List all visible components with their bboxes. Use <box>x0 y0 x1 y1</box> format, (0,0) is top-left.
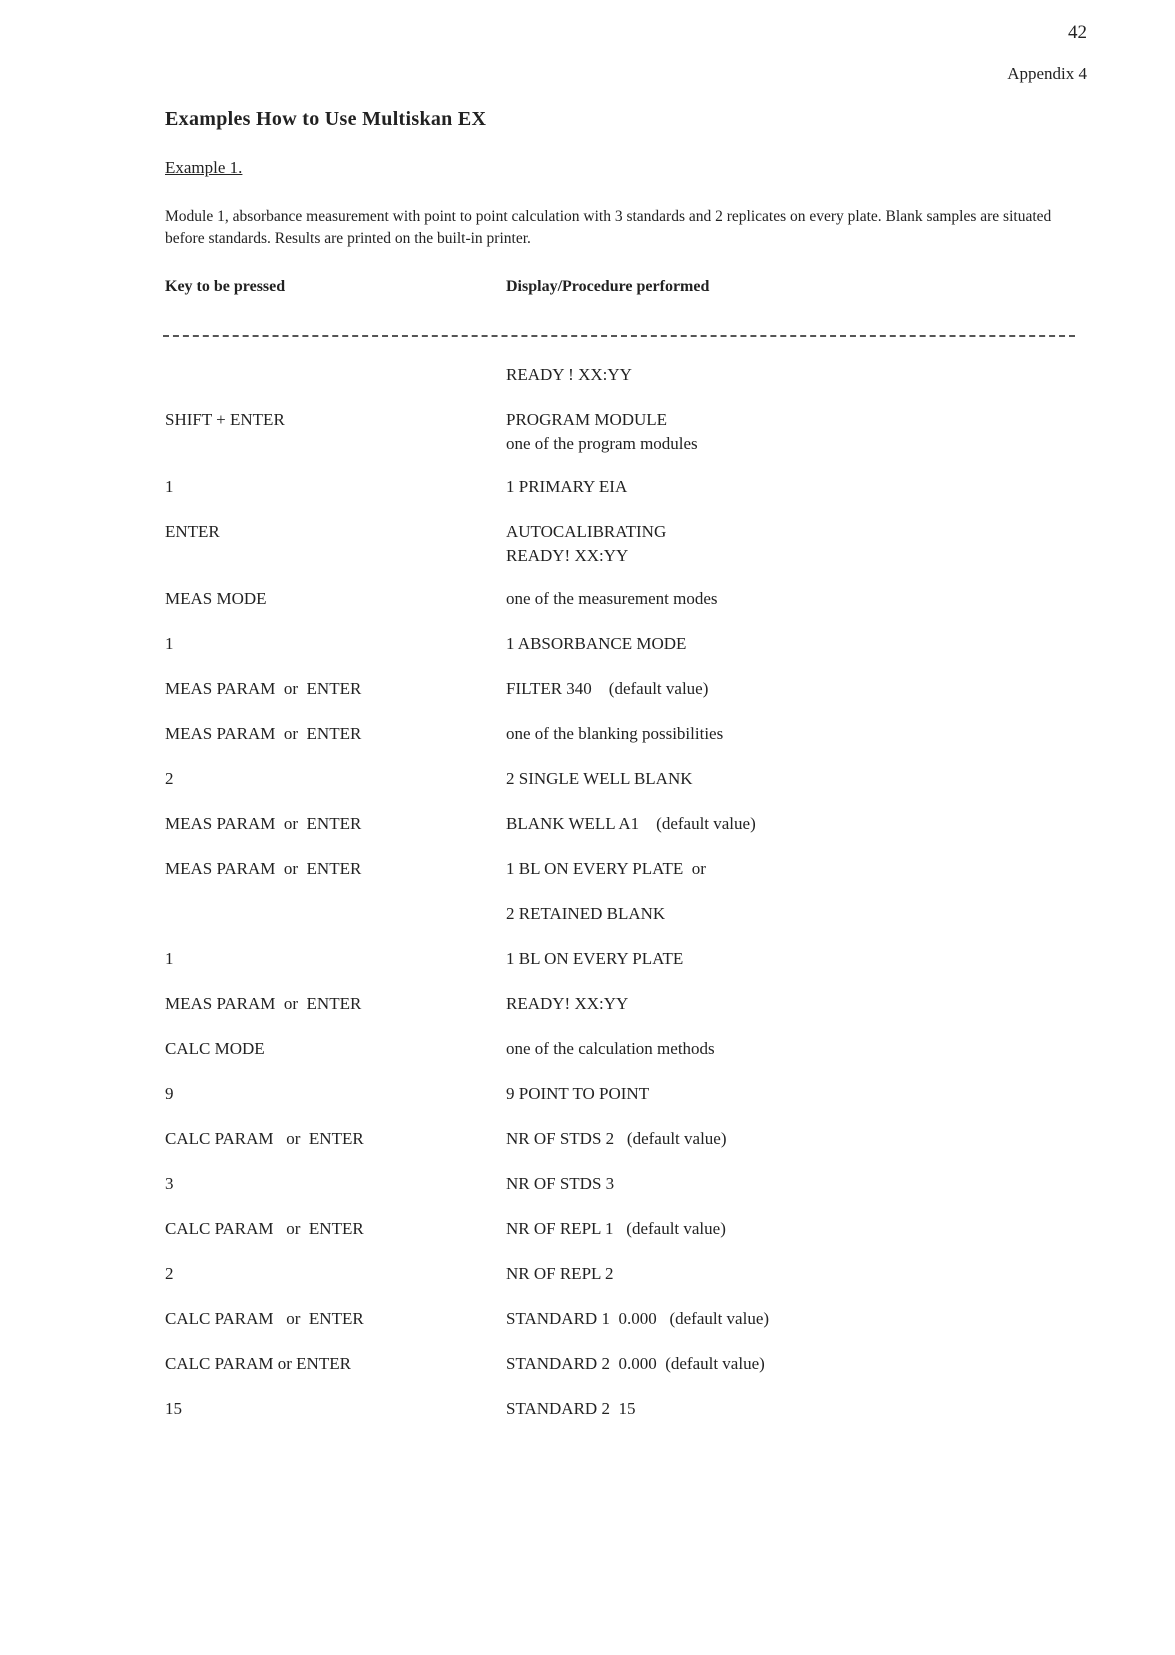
document-title: Examples How to Use Multiskan EX <box>165 108 487 130</box>
step-display: 1 BL ON EVERY PLATE <box>506 949 684 968</box>
step-key: CALC PARAM or ENTER <box>165 1309 364 1328</box>
step-key: 1 <box>165 477 174 496</box>
step-key: MEAS PARAM or ENTER <box>165 859 362 878</box>
step-display: PROGRAM MODULE one of the program modules <box>506 410 698 453</box>
step-display: BLANK WELL A1 (default value) <box>506 814 756 833</box>
step-display: NR OF REPL 2 <box>506 1264 614 1283</box>
step-key: CALC PARAM or ENTER <box>165 1129 364 1148</box>
step-key: MEAS PARAM or ENTER <box>165 679 362 698</box>
step-key: 9 <box>165 1084 174 1103</box>
step-display: NR OF REPL 1 (default value) <box>506 1219 726 1238</box>
step-key: MEAS MODE <box>165 589 267 608</box>
step-key: CALC MODE <box>165 1039 265 1058</box>
step-display: READY! XX:YY <box>506 994 629 1013</box>
column-header-display: Display/Procedure performed <box>506 278 710 295</box>
step-display: 2 RETAINED BLANK <box>506 904 666 923</box>
step-display: one of the measurement modes <box>506 589 718 608</box>
step-display: STANDARD 2 0.000 (default value) <box>506 1354 765 1373</box>
step-display: one of the blanking possibilities <box>506 724 724 743</box>
step-display: 2 SINGLE WELL BLANK <box>506 769 693 788</box>
intro-paragraph: Module 1, absorbance measurement with point to point calculation with 3 standards and 2 replicates on every plate. Blank samples are situated before standards. Results are printed on the built-in printer. <box>165 208 1052 247</box>
step-key: 3 <box>165 1174 174 1193</box>
step-key: 1 <box>165 949 174 968</box>
step-display: 1 ABSORBANCE MODE <box>506 634 687 653</box>
step-display: READY ! XX:YY <box>506 365 632 384</box>
step-key: CALC PARAM or ENTER <box>165 1219 364 1238</box>
step-display: 1 PRIMARY EIA <box>506 477 628 496</box>
step-key: MEAS PARAM or ENTER <box>165 994 362 1013</box>
appendix-label: Appendix 4 <box>1007 64 1087 83</box>
step-display: 9 POINT TO POINT <box>506 1084 650 1103</box>
step-key: SHIFT + ENTER <box>165 410 285 429</box>
step-key: MEAS PARAM or ENTER <box>165 724 362 743</box>
step-key: MEAS PARAM or ENTER <box>165 814 362 833</box>
step-display: 1 BL ON EVERY PLATE or <box>506 859 706 878</box>
step-display: STANDARD 1 0.000 (default value) <box>506 1309 770 1328</box>
step-display: one of the calculation methods <box>506 1039 715 1058</box>
page-number: 42 <box>1068 22 1087 43</box>
example-heading: Example 1. <box>165 158 243 177</box>
step-key: 2 <box>165 769 174 788</box>
step-key: 15 <box>165 1399 182 1418</box>
step-key: 1 <box>165 634 174 653</box>
header-separator <box>163 335 1075 337</box>
step-key: ENTER <box>165 522 220 541</box>
step-display: FILTER 340 (default value) <box>506 679 709 698</box>
step-display: STANDARD 2 15 <box>506 1399 636 1418</box>
step-key: 2 <box>165 1264 174 1283</box>
step-display: NR OF STDS 3 <box>506 1174 615 1193</box>
step-display: NR OF STDS 2 (default value) <box>506 1129 727 1148</box>
step-key: CALC PARAM or ENTER <box>165 1354 351 1373</box>
step-display: AUTOCALIBRATING READY! XX:YY <box>506 522 667 565</box>
column-header-key: Key to be pressed <box>165 278 286 295</box>
